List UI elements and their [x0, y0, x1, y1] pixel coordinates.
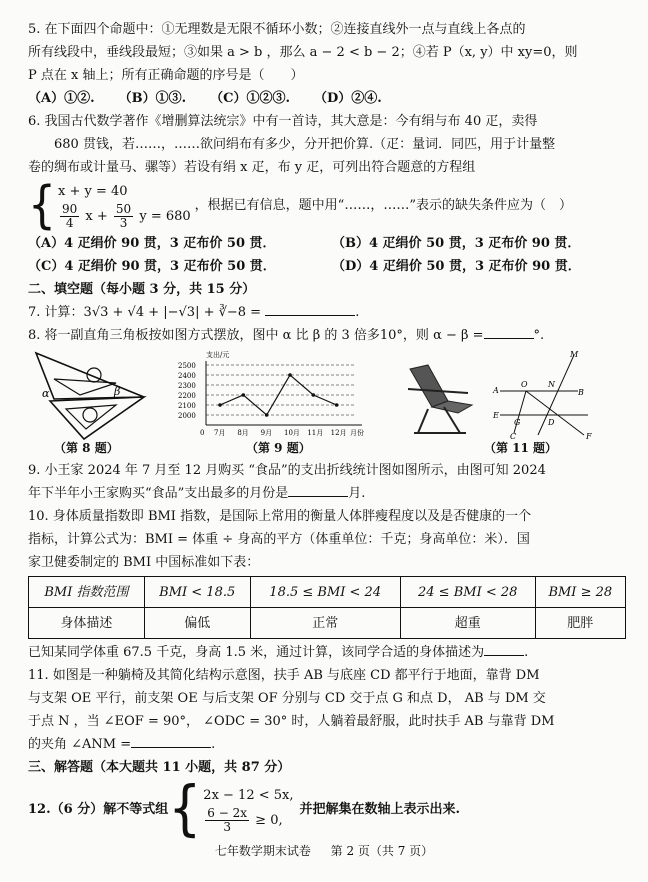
q12-prefix: 12.（6 分）解不等式组	[28, 801, 169, 817]
q5-line2: 所有线段中，垂线段最短；③如果 a > b ，那么 a − 2 < b − 2；④若 P（x, y）中 xy=0，则	[28, 45, 578, 60]
svg-text:M: M	[570, 350, 579, 359]
y-tick-label: 2300	[178, 382, 196, 390]
q12-after: 并把解集在数轴上表示出来.	[299, 801, 461, 817]
footer-page-number: 第 2 页（共 7 页）	[330, 844, 434, 858]
x-tick-label: 11月	[307, 429, 324, 437]
q6-option-c: （C）4 疋绢价 90 贯，3 疋布价 50 贯．	[28, 259, 276, 274]
q5-option-d: （D）②④.	[314, 91, 382, 106]
data-point	[242, 393, 246, 397]
q6-after: ，根据已有信息，题中用“……，……”表示的缺失条件应为（ ）	[194, 198, 572, 213]
section-2-title: 二、填空题（每小题 3 分，共 15 分）	[28, 282, 256, 297]
figure-11-caption: （第 11 题）	[484, 441, 558, 455]
q11-line1: 11. 如图是一种躺椅及其简化结构示意图，扶手 AB 与底座 CD 都平行于地面，靠背 DM	[28, 668, 540, 683]
q12-inequality-1: 2x − 12 < 5x,	[203, 787, 294, 803]
q5-option-c: （C）①②③.	[210, 91, 291, 106]
exam-page	[28, 18, 626, 844]
svg-text:E: E	[493, 411, 499, 420]
svg-text:B: B	[578, 388, 584, 397]
q5-options	[28, 87, 626, 110]
svg-text:C: C	[510, 432, 517, 441]
data-point	[288, 373, 292, 377]
table-row: BMI 指数范围 BMI < 18.5 18.5 ≤ BMI < 24 24 ≤ BMI < 28 BMI ≥ 28	[29, 577, 626, 608]
q5-option-b: （B）①③.	[118, 91, 187, 106]
x-tick-label: 0	[200, 429, 205, 437]
q9-line2: 年下半年小王家购买“食品”支出最多的月份是 月.	[28, 482, 626, 505]
y-tick-label: 2100	[178, 402, 196, 410]
y-tick-label: 2200	[178, 392, 196, 400]
q10-line1: 10. 身体质量指数即 BMI 指数，是国际上常用的衡量人体胖瘦程度以及是否健康的一个	[28, 509, 532, 524]
beta-label: β	[114, 385, 121, 398]
brace: {	[28, 175, 56, 235]
x-tick-label: 7月	[214, 429, 226, 437]
svg-text:F: F	[586, 432, 592, 441]
figure-8-triangles	[32, 349, 152, 441]
svg-text:D: D	[548, 418, 555, 427]
q11-line2: 与支架 OE 平行，前支架 OE 与后支架 OF 分别与 CD 交于点 G 和点 D， AB 与 DM 交	[28, 691, 546, 706]
recliner-chair-illustration	[408, 365, 472, 433]
x-tick-label: 12月	[330, 429, 347, 437]
y-tick-label: 2400	[178, 372, 196, 380]
q8: 8. 将一副直角三角板按如图方式摆放，图中 α 比 β 的 3 倍多10°，则 α − β = °.	[28, 324, 626, 347]
q5-line1: 5. 在下面四个命题中：①无理数是无限不循环小数；②连接直线外一点与直线上各点的	[28, 22, 526, 37]
figure-8-caption: （第 8 题）	[54, 441, 119, 455]
bmi-standard-table	[28, 576, 626, 639]
q6-line2: 680 贯钱，若……，……欲问绢布有多少，分开把价算.（疋：量词．同匹，用于计量整	[28, 137, 556, 152]
x-tick-label: 10月	[284, 429, 300, 437]
footer-title: 七年数学期末试卷	[214, 844, 311, 858]
brace: {	[168, 774, 202, 844]
q10-line2: 指标，计算公式为：BMI = 体重 ÷ 身高的平方（体重单位：千克；身高单位：米）．国	[28, 532, 530, 547]
page-footer	[0, 842, 648, 859]
q6-option-a: （A）4 疋绢价 90 贯，3 疋布价 50 贯．	[28, 236, 276, 251]
svg-text:A: A	[493, 386, 499, 395]
table-row: 身体描述 偏低 正常 超重 肥胖	[29, 608, 626, 639]
figure-11-recliner	[388, 349, 626, 441]
q12	[28, 774, 626, 844]
q6-line3: 卷的绸布或计量马、骡等）若设有绢 x 疋，布 y 疋，可列出符合题意的方程组	[28, 160, 476, 175]
q11-line3: 于点 N ，当 ∠EOF = 90°， ∠ODC = 30° 时，人躺着最舒服，此时扶手 AB 与靠背 DM	[28, 714, 555, 729]
x-tick-label: 月份	[350, 429, 364, 437]
svg-text:O: O	[521, 380, 528, 389]
q10-line3: 家卫健委制定的 BMI 中国标准如下表：	[28, 555, 260, 570]
q8-answer-blank[interactable]	[484, 324, 534, 339]
q10-answer-blank[interactable]	[484, 641, 524, 656]
data-point	[335, 403, 339, 407]
q11-line4: 的夹角 ∠ANM = .	[28, 733, 626, 756]
q9-answer-blank[interactable]	[288, 482, 348, 497]
svg-text:N: N	[548, 380, 555, 389]
q9-line1: 9. 小王家 2024 年 7 月至 12 月购买 “食品”的支出折线统计图如图所示，由图可知 2024	[28, 463, 546, 478]
q6-equation-system	[28, 175, 626, 235]
q5-option-a: （A）①②.	[28, 91, 95, 106]
q6-option-d: （D）4 疋绢价 50 贯，3 疋布价 90 贯．	[332, 259, 581, 274]
figures-row	[28, 349, 626, 457]
q6-options	[28, 232, 626, 278]
y-tick-label: 2500	[178, 362, 196, 370]
q12-inequality-2: $\frac{6 - 2x}{3}$ ≥ 0,	[207, 805, 283, 834]
recliner-schematic	[492, 350, 592, 441]
q11-answer-blank[interactable]	[131, 733, 211, 748]
q10-after: 已知某同学体重 67.5 千克，身高 1.5 米，通过计算，该同学合适的身体描述为 .	[28, 641, 626, 664]
data-point	[312, 393, 316, 397]
q7: 7. 计算：3√3 + √4 + |−√3| + ∛−8 = .	[28, 301, 626, 324]
alpha-label: α	[42, 387, 50, 400]
figure-9-line-chart	[176, 349, 376, 441]
figure-9-caption: （第 9 题）	[246, 441, 311, 455]
q7-answer-blank[interactable]	[265, 301, 355, 316]
x-tick-label: 9月	[260, 429, 273, 437]
y-tick-label: 2000	[178, 412, 196, 420]
q6-line1: 6. 我国古代数学著作《增删算法统宗》中有一首诗，其大意是：今有绢与布 40 疋，卖得	[28, 114, 538, 129]
section-3-title: 三、解答题（本大题共 11 小题，共 87 分）	[28, 760, 291, 775]
data-point	[265, 413, 269, 417]
chart-unit-label: 支出/元	[206, 351, 230, 359]
q7-expression: 3√3 + √4 + |−√3| + ∛−8 =	[83, 305, 262, 320]
svg-text:G: G	[514, 418, 521, 427]
q6-eq2: $\frac{90}{4}$ x + $\frac{50}{3}$ y = 680	[62, 202, 191, 230]
data-point	[218, 403, 222, 407]
q5-line3: P 点在 x 轴上；所有正确命题的序号是（ ）	[28, 68, 304, 83]
q6-option-b: （B）4 疋绢价 50 贯，3 疋布价 90 贯．	[332, 236, 581, 251]
q6-eq1: x + y = 40	[58, 184, 128, 199]
x-tick-label: 8月	[237, 429, 249, 437]
